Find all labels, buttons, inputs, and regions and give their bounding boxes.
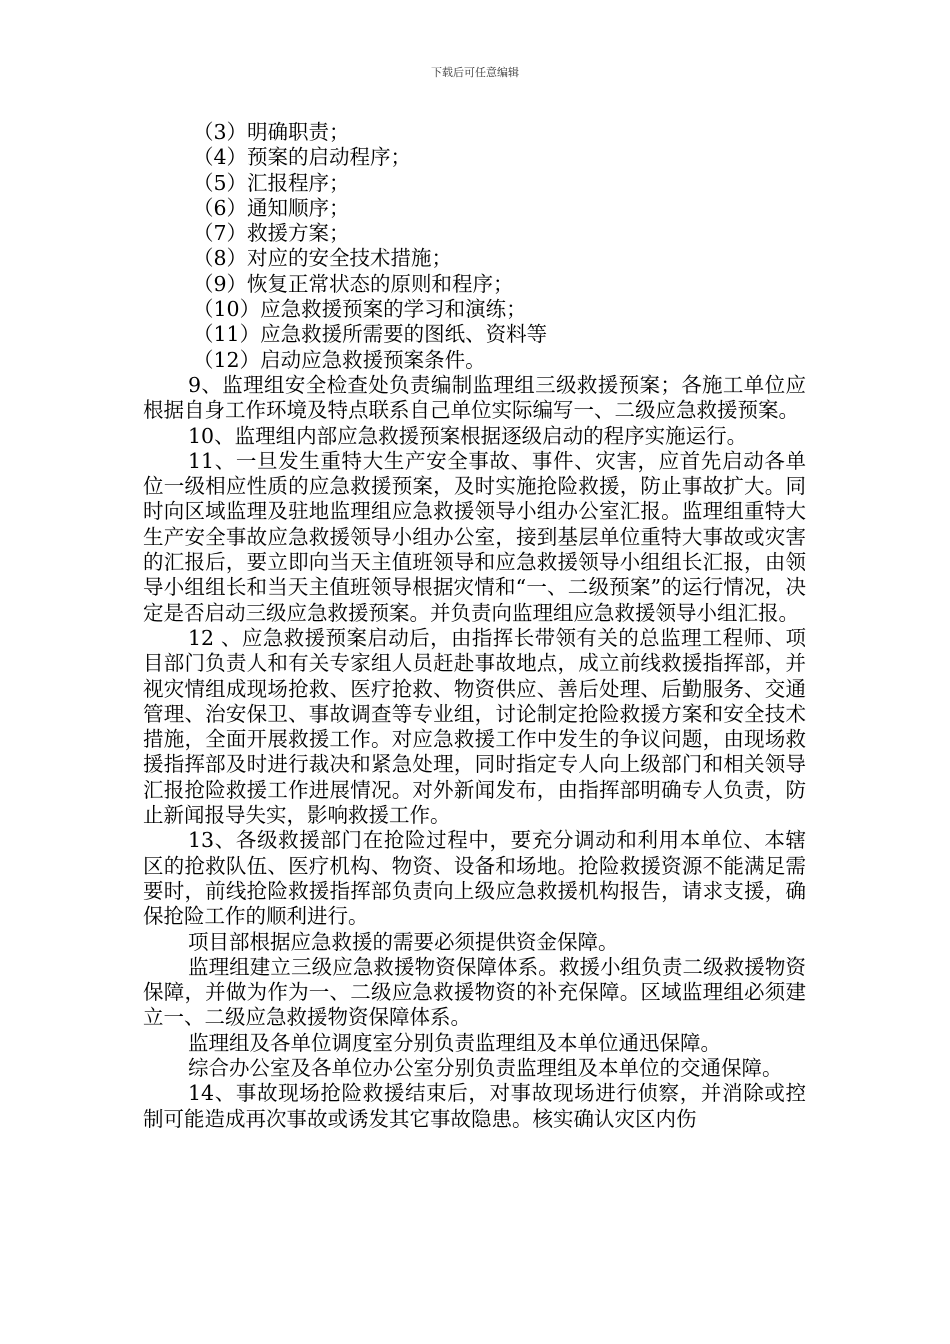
paragraph-11: 11、一旦发生重特大生产安全事故、事件、灾害，应首先启动各单位一级相应性质的应急救援预案，及时实施抢险救援，防止事故扩大。同时向区域监理及驻地监理组应急救援领导小组办公室汇报。监理组重特大生产安全事故应急救援领导小组办公室，接到基层单位重特大事故或灾害的汇报后，要立即向当天主值班领导和应急救援领导小组组长汇报，由领导小组组长和当天主值班领导根据灾情和“一、二级预案”的运行情况，决定是否启动三级应急救援预案。并负责向监理组应急救援领导小组汇报。 xyxy=(143,448,806,625)
list-item: （3）明确职责； xyxy=(193,120,350,144)
list-item: （11）应急救援所需要的图纸、资料等 xyxy=(193,322,548,347)
list-item: （5）汇报程序； xyxy=(193,170,350,195)
paragraph-9: 9、监理组安全检查处负责编制监理组三级救援预案；各施工单位应根据自身工作环境及特点联系自己单位实际编写一、二级应急救援预案。 xyxy=(143,372,806,423)
list-item: （10）应急救援预案的学习和演练； xyxy=(193,297,527,322)
paragraph-13: 13、各级救援部门在抢险过程中，要充分调动和利用本单位、本辖区的抢救队伍、医疗机构、物资、设备和场地。抢险救援资源不能满足需要时，前线抢险救援指挥部负责向上级应急救援机构报告，请求支援，确保抢险工作的顺利进行。 xyxy=(143,828,806,929)
list-item: （4）预案的启动程序； xyxy=(193,145,412,170)
paragraph-14: 14、事故现场抢险救援结束后，对事故现场进行侦察，并消除或控制可能造成再次事故或诱发其它事故隐患。核实确认灾区内伤 xyxy=(143,1081,806,1131)
list-item: （12）启动应急救援预案条件。 xyxy=(193,347,486,372)
list-item: （6）通知顺序； xyxy=(193,195,350,220)
paragraph-communication: 监理组及各单位调度室分别负责监理组及本单位通迅保障。 xyxy=(188,1030,721,1055)
paragraph-materials: 监理组建立三级应急救援物资保障体系。救援小组负责二级救援物资保障，并做为作为一、二级应急救援物资的补充保障。区域监理组必须建立一、二级应急救援物资保障体系。 xyxy=(143,954,806,1030)
list-item: （7）救援方案； xyxy=(193,221,350,246)
list-item: （8）对应的安全技术措施； xyxy=(193,246,453,271)
paragraph-transport: 综合办公室及各单位办公室分别负责监理组及本单位的交通保障。 xyxy=(188,1055,783,1080)
paragraph-12: 12 、应急救援预案启动后，由指挥长带领有关的总监理工程师、项目部门负责人和有关专家组人员赶赴事故地点，成立前线救援指挥部，并视灾情组成现场抢救、医疗抢救、物资供应、善后处理、后勤服务、交通管理、治安保卫、事故调查等专业组，讨论制定抢险救援方案和安全技术措施，全面开展救援工作。对应急救援工作中发生的争议问题，由现场救援指挥部及时进行裁决和紧急处理，同时指定专人向上级部门和相关领导汇报抢险救援工作进展情况。对外新闻发布，由指挥部明确专人负责，防止新闻报导失实，影响救援工作。 xyxy=(143,625,806,828)
paragraph-funding: 项目部根据应急救援的需要必须提供资金保障。 xyxy=(188,929,619,954)
paragraph-10: 10、监理组内部应急救援预案根据逐级启动的程序实施运行。 xyxy=(188,423,748,448)
document-body xyxy=(143,120,806,1132)
list-item: （9）恢复正常状态的原则和程序； xyxy=(193,271,514,296)
header-note: 下载后可任意编辑 xyxy=(431,66,519,79)
